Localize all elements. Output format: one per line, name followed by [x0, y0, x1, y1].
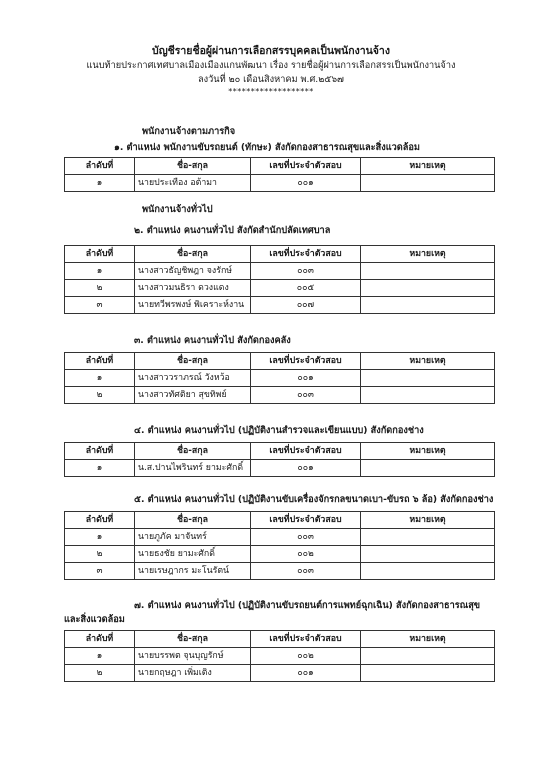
- cell-remark: [361, 280, 495, 297]
- position-5-table: [64, 511, 495, 580]
- cell-exam-id: ๐๐๑: [251, 370, 361, 387]
- table-row: [65, 263, 495, 280]
- cell-remark: [361, 546, 495, 563]
- col-header-name: ชื่อ-สกุล: [135, 353, 251, 370]
- col-header-remark: หมายเหตุ: [361, 512, 495, 529]
- cell-no: ๒: [65, 665, 135, 682]
- position-7-title-cont: และสิ่งแวดล้อม: [64, 614, 125, 625]
- table-header-row: [65, 631, 495, 648]
- cell-name: น.ส.ปานไพรินทร์ ยามะศักดิ์: [135, 460, 251, 477]
- col-header-exam-id: เลขที่ประจำตัวสอบ: [251, 158, 361, 175]
- table-row: [65, 546, 495, 563]
- table-row: [65, 280, 495, 297]
- col-header-no: ลำดับที่: [65, 158, 135, 175]
- table-row: [65, 370, 495, 387]
- cell-exam-id: ๐๐๓: [251, 263, 361, 280]
- cell-exam-id: ๐๐๓: [251, 529, 361, 546]
- cell-exam-id: ๐๐๒: [251, 648, 361, 665]
- cell-exam-id: ๐๐๕: [251, 280, 361, 297]
- position-5-title: ๕. ตำแหน่ง คนงานทั่วไป (ปฏิบัติงานขับเครื่องจักรกลขนาดเบา-ขับรถ ๖ ล้อ) สังกัดกองช่าง: [134, 494, 494, 505]
- col-header-no: ลำดับที่: [65, 353, 135, 370]
- cell-remark: [361, 665, 495, 682]
- col-header-no: ลำดับที่: [65, 443, 135, 460]
- position-4-title: ๔. ตำแหน่ง คนงานทั่วไป (ปฏิบัติงานสำรวจและเขียนแบบ) สังกัดกองช่าง: [134, 425, 424, 436]
- position-2-title: ๒. ตำแหน่ง คนงานทั่วไป สังกัดสำนักปลัดเทศบาล: [134, 225, 331, 236]
- col-header-name: ชื่อ-สกุล: [135, 158, 251, 175]
- cell-no: ๑: [65, 529, 135, 546]
- cell-no: ๑: [65, 175, 135, 192]
- cell-remark: [361, 387, 495, 404]
- position-2-table: [64, 245, 495, 314]
- position-4-table: [64, 442, 495, 477]
- cell-name: นายธงชัย ยามะศักดิ์: [135, 546, 251, 563]
- cell-name: นางสาวทัศติยา สุขทิพย์: [135, 387, 251, 404]
- table-row: [65, 563, 495, 580]
- cell-exam-id: ๐๐๑: [251, 175, 361, 192]
- col-header-name: ชื่อ-สกุล: [135, 512, 251, 529]
- cell-exam-id: ๐๐๓: [251, 563, 361, 580]
- cell-no: ๒: [65, 546, 135, 563]
- position-7-table: [64, 630, 495, 682]
- cell-remark: [361, 263, 495, 280]
- cell-remark: [361, 297, 495, 314]
- category-mission: พนักงานจ้างตามภารกิจ: [142, 126, 236, 137]
- cell-no: ๓: [65, 563, 135, 580]
- cell-no: ๓: [65, 297, 135, 314]
- separator-stars: *******************: [228, 87, 314, 96]
- cell-no: ๒: [65, 280, 135, 297]
- table-row: [65, 175, 495, 192]
- cell-remark: [361, 460, 495, 477]
- col-header-remark: หมายเหตุ: [361, 631, 495, 648]
- cell-exam-id: ๐๐๑: [251, 665, 361, 682]
- table-row: [65, 297, 495, 314]
- cell-name: นายเรษฎากร มะโนรัตน์: [135, 563, 251, 580]
- cell-name: นายประเทือง อต้ามา: [135, 175, 251, 192]
- table-row: [65, 460, 495, 477]
- document-date: ลงวันที่ ๒๐ เดือนสิงหาคม พ.ศ.๒๕๖๗: [198, 74, 344, 85]
- col-header-name: ชื่อ-สกุล: [135, 443, 251, 460]
- document-subtitle: แนบท้ายประกาศเทศบาลเมืองเมืองแกนพัฒนา เรื่อง รายชื่อผู้ผ่านการเลือกสรรเป็นพนักงานจ้าง: [86, 60, 456, 71]
- cell-name: นางสาวมนธิรา ดวงแดง: [135, 280, 251, 297]
- table-header-row: [65, 246, 495, 263]
- cell-remark: [361, 529, 495, 546]
- table-header-row: [65, 158, 495, 175]
- position-3-title: ๓. ตำแหน่ง คนงานทั่วไป สังกัดกองคลัง: [134, 335, 291, 346]
- col-header-no: ลำดับที่: [65, 512, 135, 529]
- col-header-exam-id: เลขที่ประจำตัวสอบ: [251, 246, 361, 263]
- col-header-exam-id: เลขที่ประจำตัวสอบ: [251, 443, 361, 460]
- col-header-remark: หมายเหตุ: [361, 353, 495, 370]
- cell-no: ๑: [65, 648, 135, 665]
- table-row: [65, 529, 495, 546]
- table-header-row: [65, 512, 495, 529]
- position-3-table: [64, 352, 495, 404]
- col-header-name: ชื่อ-สกุล: [135, 246, 251, 263]
- col-header-remark: หมายเหตุ: [361, 443, 495, 460]
- cell-remark: [361, 370, 495, 387]
- col-header-exam-id: เลขที่ประจำตัวสอบ: [251, 353, 361, 370]
- cell-remark: [361, 648, 495, 665]
- col-header-name: ชื่อ-สกุล: [135, 631, 251, 648]
- cell-no: ๒: [65, 387, 135, 404]
- cell-name: นายบรรพต จุนบุญรักษ์: [135, 648, 251, 665]
- document-title: บัญชีรายชื่อผู้ผ่านการเลือกสรรบุคคลเป็นพนักงานจ้าง: [152, 45, 390, 57]
- col-header-no: ลำดับที่: [65, 631, 135, 648]
- cell-name: นายภูภัค มาจันทร์: [135, 529, 251, 546]
- col-header-remark: หมายเหตุ: [361, 246, 495, 263]
- col-header-exam-id: เลขที่ประจำตัวสอบ: [251, 512, 361, 529]
- cell-remark: [361, 175, 495, 192]
- cell-no: ๑: [65, 370, 135, 387]
- cell-exam-id: ๐๐๒: [251, 546, 361, 563]
- cell-no: ๑: [65, 460, 135, 477]
- position-7-title: ๗. ตำแหน่ง คนงานทั่วไป (ปฏิบัติงานขับรถยนต์การแพทย์ฉุกเฉิน) สังกัดกองสาธารณสุข: [134, 600, 481, 611]
- table-header-row: [65, 353, 495, 370]
- table-header-row: [65, 443, 495, 460]
- table-row: [65, 648, 495, 665]
- col-header-exam-id: เลขที่ประจำตัวสอบ: [251, 631, 361, 648]
- cell-no: ๑: [65, 263, 135, 280]
- cell-name: นายทวีพรพงษ์ พิเคราะห์งาน: [135, 297, 251, 314]
- table-row: [65, 387, 495, 404]
- cell-name: นางสาววราภรณ์ วังหว้อ: [135, 370, 251, 387]
- col-header-no: ลำดับที่: [65, 246, 135, 263]
- cell-name: นางสาวธัญชิพฎา จงรักษ์: [135, 263, 251, 280]
- col-header-remark: หมายเหตุ: [361, 158, 495, 175]
- cell-name: นายกฤษฎา เพิ่มเติง: [135, 665, 251, 682]
- cell-exam-id: ๐๐๓: [251, 387, 361, 404]
- position-1-table: [64, 157, 495, 192]
- table-row: [65, 665, 495, 682]
- position-1-title: ๑. ตำแหน่ง พนักงานขับรถยนต์ (ทักษะ) สังกัดกองสาธารณสุขและสิ่งแวดล้อม: [114, 142, 420, 153]
- cell-remark: [361, 563, 495, 580]
- cell-exam-id: ๐๐๗: [251, 297, 361, 314]
- cell-exam-id: ๐๐๑: [251, 460, 361, 477]
- category-general: พนักงานจ้างทั่วไป: [142, 204, 213, 215]
